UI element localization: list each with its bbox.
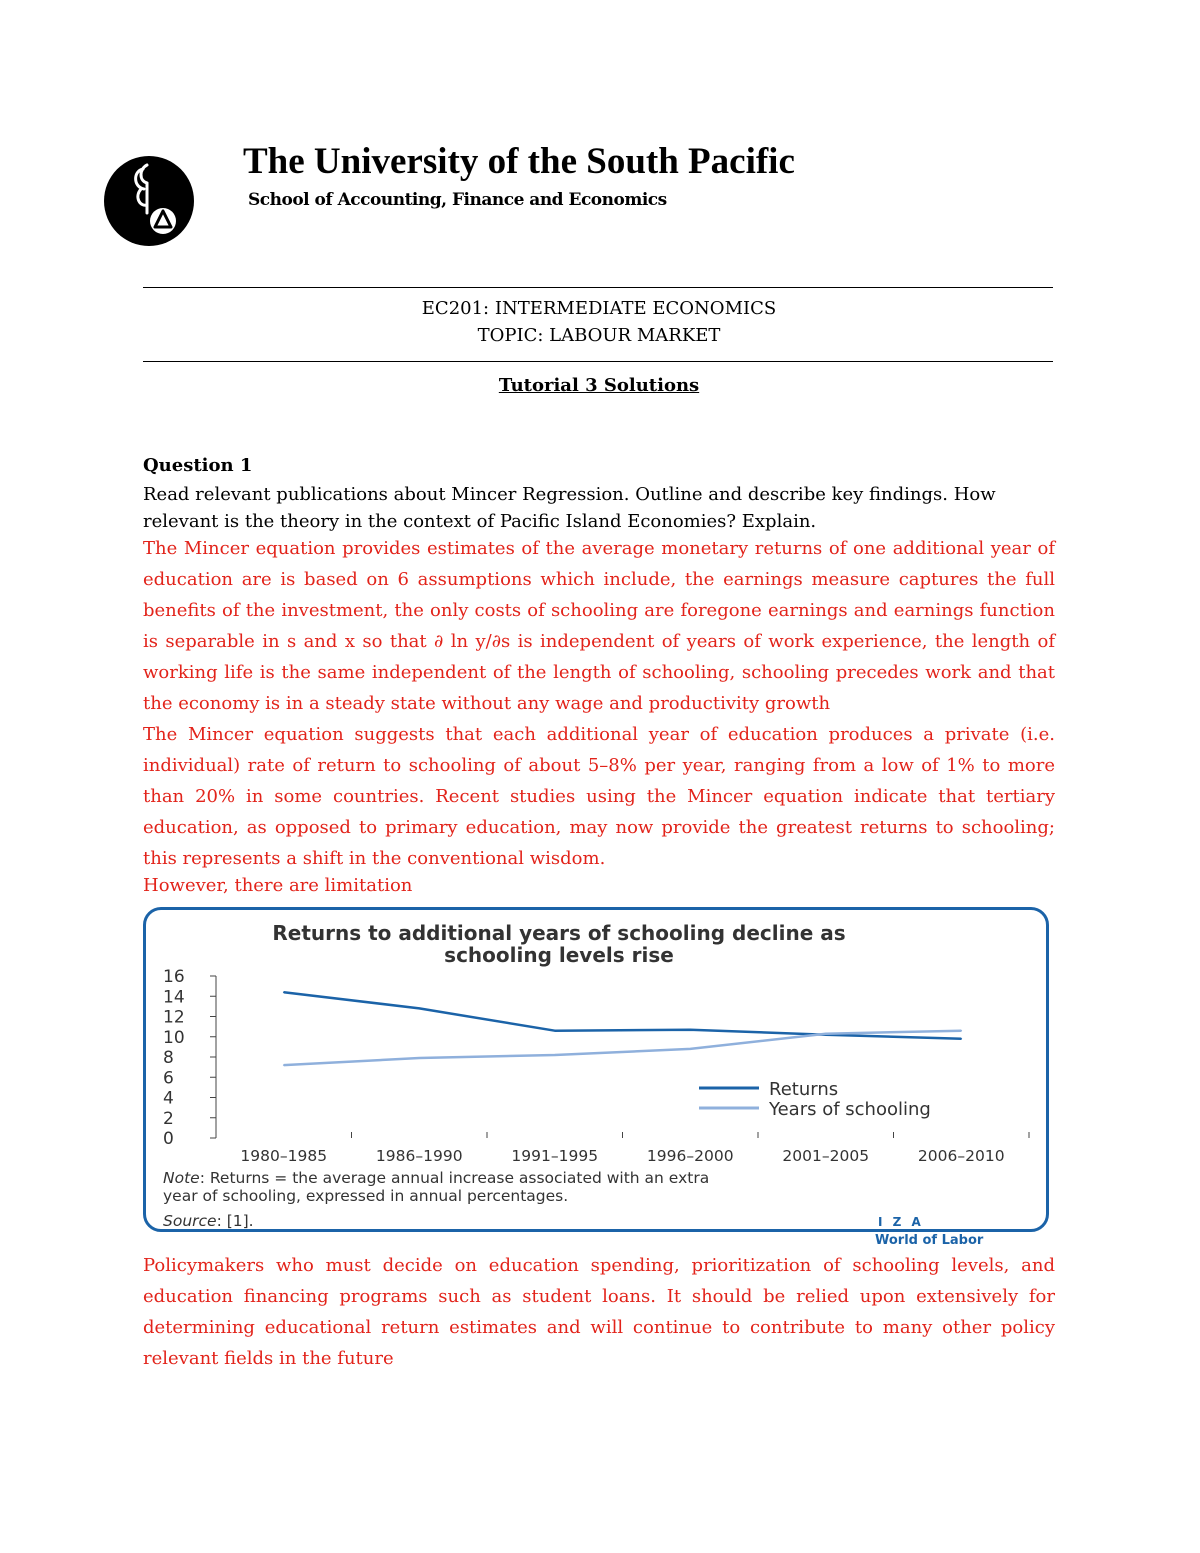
answer-block — [143, 533, 1055, 874]
x-tick-label: 1980–1985 — [240, 1147, 328, 1165]
y-tick-label: 10 — [163, 1027, 185, 1048]
divider-bottom — [143, 361, 1053, 362]
chart-legend — [699, 1079, 931, 1120]
y-tick-label: 16 — [163, 967, 185, 987]
x-tick-label: 2001–2005 — [782, 1147, 870, 1165]
x-tick-label: 2006–2010 — [917, 1147, 1005, 1165]
data-point-years-of-schooling — [418, 1057, 420, 1059]
iza-brand: I Z A — [878, 1215, 924, 1229]
data-point-returns — [960, 1038, 962, 1040]
data-point-returns — [418, 1008, 420, 1010]
y-tick-label: 12 — [163, 1007, 185, 1028]
legend-label-returns: Returns — [769, 1079, 839, 1100]
data-point-returns — [689, 1029, 691, 1031]
source-text: : [1]. — [216, 1212, 254, 1229]
x-tick-label: 1991–1995 — [511, 1147, 599, 1165]
answer-paragraph-2: The Mincer equation suggests that each additional year of education produces a private (i.e. individual) rate of return to schooling of about 5–8% per year, ranging from a low of 1% to more than 20% in some countries. Recent studies using the Mincer equation indicate that tertiary education, as opposed to primary education, may now provide the greatest returns to schooling; this represents a shift in the conventional wisdom. — [143, 724, 1055, 869]
x-tick-label: 1996–2000 — [646, 1147, 734, 1165]
y-tick-label: 0 — [163, 1129, 174, 1149]
data-point-years-of-schooling — [825, 1033, 827, 1035]
y-tick-label: 8 — [163, 1048, 174, 1068]
chart-figure — [143, 907, 1049, 1232]
data-point-years-of-schooling — [689, 1048, 691, 1050]
chart-note-line-1 — [163, 1169, 709, 1187]
chart-title-line-1: Returns to additional years of schooling decline as — [272, 921, 846, 945]
answer-paragraph-3: Policymakers who must decide on education spending, prioritization of schooling levels, and education financing programs such as student loans. It should be relied upon extensively for determining educational return estimates and will continue to contribute to many other policy relevant fields in the future — [143, 1255, 1055, 1369]
chart-svg — [146, 910, 1046, 1229]
data-point-years-of-schooling — [554, 1054, 556, 1056]
topic-title: TOPIC: LABOUR MARKET — [477, 325, 721, 346]
y-tick-label: 14 — [163, 987, 185, 1008]
data-point-returns — [554, 1030, 556, 1032]
chart-title-line-2: schooling levels rise — [444, 943, 674, 967]
divider-top — [143, 287, 1053, 288]
answer-paragraph-1: The Mincer equation provides estimates of the average monetary returns of one additional year of education are is based on 6 assumptions which include, the earnings measure captures the full benefits of the investment, the only costs of schooling are foregone earnings and earnings function is separable in s and x so that ∂ ln y/∂s is independent of years of work experience, the length of working life is the same independent of the length of schooling, schooling precedes work and that the economy is in a steady state without any wage and productivity growth — [143, 538, 1055, 714]
y-tick-label: 4 — [163, 1088, 174, 1109]
tutorial-heading: Tutorial 3 Solutions — [498, 375, 700, 396]
data-point-years-of-schooling — [283, 1064, 285, 1066]
course-title: EC201: INTERMEDIATE ECONOMICS — [421, 298, 777, 319]
y-axis — [163, 967, 216, 1149]
world-of-labor-brand: World of Labor — [875, 1233, 984, 1248]
note-label: Note — [163, 1169, 200, 1187]
y-tick-label: 2 — [163, 1108, 174, 1129]
legend-label-years-of-schooling: Years of schooling — [769, 1099, 931, 1120]
usp-logo — [103, 155, 195, 247]
series-layer — [283, 991, 962, 1066]
x-tick-label: 1986–1990 — [375, 1147, 463, 1165]
data-point-returns — [283, 991, 285, 993]
data-point-years-of-schooling — [960, 1030, 962, 1032]
school-name: School of Accounting, Finance and Economics — [248, 190, 667, 210]
chart-note-line-2: year of schooling, expressed in annual percentages. — [163, 1187, 569, 1205]
chart-source — [163, 1212, 254, 1229]
note-text: : Returns = the average annual increase associated with an extra — [199, 1169, 710, 1187]
source-label: Source — [163, 1212, 217, 1229]
question-prompt: Read relevant publications about Mincer Regression. Outline and describe key findings. How relevant is the theory in the context of Pacific Island Economies? Explain. — [143, 484, 996, 532]
x-axis — [240, 1132, 1029, 1165]
university-name: The University of the South Pacific — [243, 141, 795, 182]
limitation-line: However, there are limitation — [143, 875, 413, 896]
y-tick-label: 6 — [163, 1068, 174, 1089]
question-title: Question 1 — [143, 455, 253, 476]
